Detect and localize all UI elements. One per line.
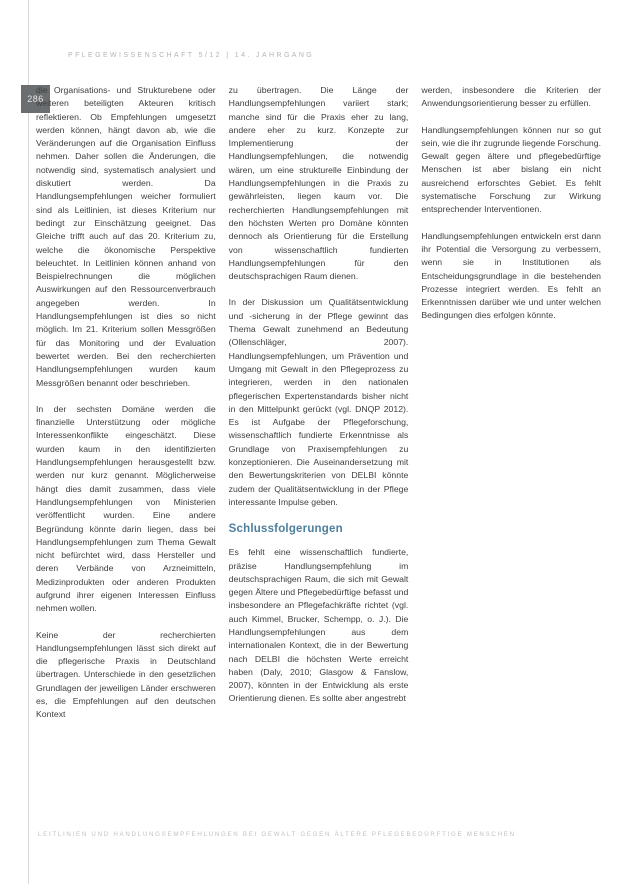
journal-header: PFLEGEWISSENSCHAFT 5/12 | 14. JAHRGANG (68, 52, 315, 59)
text-columns (36, 84, 601, 735)
text-column-2 (229, 84, 409, 735)
running-footer: LEITLINIEN UND HANDLUNGSEMPFEHLUNGEN BEI GEWALT GEGEN ÄLTERE PFLEGEBEDÜRFTIGE MENSCHEN (38, 831, 516, 838)
body-paragraph: Keine der recherchierten Handlungsempfehlungen lässt sich direkt auf die pflegerische Praxis in Deutschland übertragen. Unterschiede in den gesetzlichen Grundlagen der jeweiligen Länder erschweren es, die Empfehlungen auf den deutschen Kontext (36, 629, 216, 720)
body-paragraph: Es fehlt eine wissenschaftlich fundierte, präzise Handlungsempfehlung im deutschsprachigen Raum, die sich mit Gewalt gegen Ältere und Pflegebedürftige befasst und insbesondere an Pflegefachkräfte richtet (vgl. auch Kimmel, Brucker, Schempp, o. J.). Die Handlungsempfehlungen aus dem internationalen Kontext, die in der Bewertung nach DELBI die höchsten Werte erreicht haben (Daly, 2010; Glasgow & Fanslow, 2007), könnten in der Entwicklung als erste Orientierung dienen. Es sollte aber angestrebt (228, 547, 409, 704)
body-paragraph: Handlungsempfehlungen können nur so gut sein, wie die ihr zugrunde liegende Forschung. Gewalt gegen ältere und pflegebedürftige Menschen ist aber bislang ein nicht ausreichend erforschtes Gebiet. Es fehlt systematische Forschung zur Wirkung entsprechender Interventionen. (421, 124, 602, 215)
body-paragraph: In der sechsten Domäne werden die finanzielle Unterstützung oder mögliche Interessenkonflikte eingeschätzt. Diese wurden kaum in den identifizierten Handlungsempfehlungen herausgestellt bzw. werden nur kurz genannt. Möglicherweise hängt dies damit zusammen, dass viele Handlungsempfehlungen von Ministerien veröffentlicht wurden. Eine andere Begründung könnte darin liegen, dass bei Handlungsempfehlungen zum Thema Gewalt nicht befürchtet wird, dass Hersteller und deren Verbände von Arzneimitteln, Medizinprodukten oder anderen Produkten aufgrund ihrer eigenen Interessen Einfluss nehmen wollen. (36, 403, 216, 614)
text-column-1 (36, 84, 216, 735)
text-column-3 (421, 84, 601, 735)
body-paragraph: Handlungsempfehlungen entwickeln erst dann ihr Potential die Versorgung zu verbessern, wenn sie in Institutionen als Entscheidungsgrundlage in die bestehenden Prozesse integriert werden. Es fehlt an Erkenntnissen darüber wie und unter welchen Bedingungen dies erfolgen könnte. (421, 230, 602, 321)
body-paragraph: werden, insbesondere die Kriterien der Anwendungsorientierung besser zu erfüllen. (421, 85, 602, 109)
body-paragraph: In der Diskussion um Qualitätsentwicklung und -sicherung in der Pflege gewinnt das Thema Gewalt zunehmend an Bedeutung (Ollenschläger, 2007). Handlungsempfehlungen, um Prävention und Umgang mit Gewalt in den Pflegeprozess zu integrieren, werden in den nationalen pflegerischen Expertenstandards bisher nicht in den Mittelpunkt gerückt (vgl. DNQP 2012). Es ist Aufgabe der Pflegeforschung, wissenschaftlich fundierte Erkenntnisse als Grundlage von Praxisempfehlungen zu konzeptionieren. Die Auseinandersetzung mit den Bewertungskriterien von DELBI könnte zudem der Qualitätsentwicklung in der Pflege interessante Impulse geben. (228, 297, 409, 507)
body-paragraph: die Organisations- und Strukturebene oder weiteren beteiligten Akteuren kritisch reflektieren. Ob Empfehlungen umgesetzt werden können, hängt davon ab, wie die Veränderungen auf die Organisation Einfluss nehmen. Daher sollen die Änderungen, die notwendig sind, systematisch analysiert und diskutiert werden. Da Handlungsempfehlungen weicher formuliert sind als Leitlinien, ist dieses Kriterium nur bedingt zur Einschätzung geeignet. Das Gleiche trifft auch auf das 20. Kriterium zu, welche die ökonomische Perspektive beleuchtet. In Leitlinien können anhand von Beispielrechnungen die möglichen Auswirkungen auf den Ressourcenverbrauch angegeben werden. In Handlungsempfehlungen ist dies so nicht möglich. Im 21. Kriterium sollen Messgrößen für das Monitoring und der Evaluation bewertet werden. Bei den recherchierten Handlungsempfehlungen wurden kaum Messgrößen benannt oder beschrieben. (36, 85, 216, 388)
page-number: 286 (27, 94, 44, 104)
section-heading-schlussfolgerungen: Schlussfolgerungen (228, 523, 343, 536)
left-margin-rule (28, 0, 29, 884)
body-paragraph: zu übertragen. Die Länge der Handlungsempfehlungen variiert stark; manche sind für die Praxis eher zu lang, andere eher zu kurz. Konzepte zur Implementierung der Handlungsempfehlungen, die notwendig wären, um eine strukturelle Einbindung der Handlungsempfehlungen in die Praxis zu gewährleisten, liegen kaum vor. Die recherchierten Handlungsempfehlungen mit den höchsten Werten pro Domäne könnten dennoch als Orientierung für die Erstellung von wissenschaftlich fundierten Handlungsempfehlungen für den deutschsprachigen Raum dienen. (228, 85, 409, 282)
